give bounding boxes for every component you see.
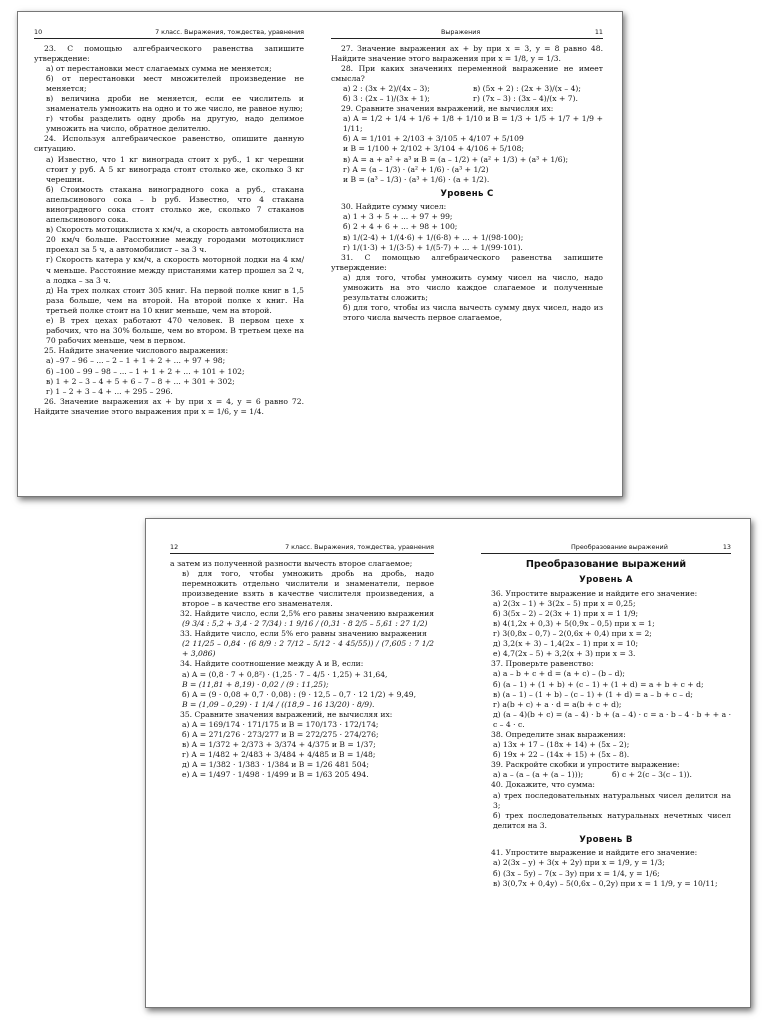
exercise-statement: 40. Докажите, что сумма: bbox=[491, 780, 595, 790]
level-heading: Уровень C bbox=[440, 188, 494, 199]
exercise-item: б) 2 + 4 + 6 + ... + 98 + 100; bbox=[343, 222, 458, 232]
exercise-statement: 31. С помощью алгебраического равенства запишите утверждение: bbox=[331, 252, 603, 272]
page-10 bbox=[34, 28, 304, 496]
exercise-item: в) 4(1,2x + 0,3) + 5(0,9x – 0,5) при x = 1; bbox=[493, 618, 655, 628]
exercise-item: г) (7x – 3) : (3x – 4)/(x + 7). bbox=[473, 93, 578, 103]
exercise-item: д) На трех полках стоит 305 книг. На первой полке книг в 1,5 раза больше, чем на второй. На второй полке x книг. На третьей полке стоит на 10 книг меньше, чем на второй. bbox=[46, 285, 304, 315]
exercise-item: а) a – (a – (a + (a – 1))); bbox=[493, 770, 584, 780]
exercise-item-pair bbox=[331, 84, 603, 94]
exercise-item: в) (5x + 2) : (2x + 3)/(x – 4); bbox=[473, 83, 581, 93]
exercise-statement: 25. Найдите значение числового выражения: bbox=[44, 346, 229, 356]
exercise-item: б) трех последовательных натуральных нечетных чисел делится на 3. bbox=[493, 810, 731, 830]
exercise-item: б) для того, чтобы из числа вычесть сумму двух чисел, надо из этого числа вычесть первое слагаемое, bbox=[343, 303, 603, 323]
exercise-item: г) чтобы разделить одну дробь на другую, надо делимое умножить на число, обратное делителю. bbox=[46, 114, 304, 134]
bottom-spread bbox=[145, 518, 751, 1008]
exercise-item: г) a(b + c) + a · d = a(b + c + d); bbox=[493, 699, 622, 709]
exercise-item-pair bbox=[331, 94, 603, 104]
exercise-item: а) A = 169/174 · 171/175 и B = 170/173 · 172/174; bbox=[182, 720, 379, 730]
exercise-item: а) A = (0,8 · 7 + 0,8²) · (1,25 · 7 – 4/5 · 1,25) + 31,64, bbox=[182, 669, 388, 679]
math-expression: B = (1,09 – 0,29) · 1 1/4 / ((18,9 – 16 13/20) · 8/9). bbox=[182, 699, 375, 709]
page-content bbox=[34, 44, 304, 417]
math-expression: (9 3/4 : 5,2 + 3,4 · 2 7/34) : 1 9/16 / (0,31 · 8 2/5 – 5,61 : 27 1/2) bbox=[182, 619, 428, 629]
top-spread bbox=[17, 11, 623, 497]
level-heading: Уровень B bbox=[579, 834, 633, 845]
exercise-statement: 35. Сравните значения выражений, не вычисляя их: bbox=[180, 709, 393, 719]
exercise-item: б) c + 2(c – 3(c – 1)). bbox=[612, 770, 692, 780]
exercise-item: а) 2(3x – 1) + 3(2x – 5) при x = 0,25; bbox=[493, 598, 636, 608]
exercise-statement: 38. Определите знак выражения: bbox=[491, 730, 626, 739]
exercise-item: б) A = 271/276 · 273/277 и B = 272/275 · 274/276; bbox=[182, 730, 379, 740]
page-number: 13 bbox=[722, 543, 731, 551]
exercise-item-pair bbox=[481, 770, 731, 780]
math-expression: (2 11/25 – 0,84 · (6 8/9 : 2 7/12 – 5/12 · 4 45/55)) / (7,605 : 7 1/2 + 3,086) bbox=[182, 639, 434, 659]
exercise-item: б) Стоимость стакана виноградного сока a руб., стакана апельсинового сока – b руб. Известно, что 4 стакана виноградного сока стоят столько же, сколько 7 стаканов апельсинового сока. bbox=[46, 184, 304, 225]
exercise-item: б) 19x + 22 – (14x + 15) + (5x – 8). bbox=[493, 750, 630, 760]
exercise-item: в) Скорость мотоциклиста x км/ч, а скорость автомобилиста на 20 км/ч больше. Расстояние между городами мотоциклист проехал за 5 ч, а автомобилист – за 3 ч. bbox=[46, 225, 304, 255]
math-expression: B = (11,81 + 8,19) · 0,02 / (9 : 11,25); bbox=[182, 679, 329, 689]
exercise-item: г) 1 – 2 + 3 – 4 + ... + 295 – 296. bbox=[46, 386, 173, 396]
exercise-item: а) a – b + c + d = (a + c) – (b – d); bbox=[493, 669, 625, 679]
header-title: Преобразование выражений bbox=[571, 543, 668, 551]
exercise-item: б) A = (9 · 0,08 + 0,7 · 0,08) : (9 · 12,5 – 0,7 · 12 1/2) + 9,49, bbox=[182, 689, 416, 699]
exercise-item: г) 3(0,8x – 0,7) – 2(0,6x + 0,4) при x = 2; bbox=[493, 629, 652, 639]
header-title: Выражения bbox=[441, 28, 481, 36]
exercise-item: б) A = 1/101 + 2/103 + 3/105 + 4/107 + 5/109 bbox=[343, 134, 524, 144]
exercise-item: е) 4,7(2x – 5) + 3,2(x + 3) при x = 3. bbox=[493, 649, 636, 659]
exercise-item: б) от перестановки мест множителей произведение не меняется; bbox=[46, 73, 304, 93]
header-title: 7 класс. Выражения, тождества, уравнения bbox=[285, 543, 434, 551]
exercise-item: а) A = 1/2 + 1/4 + 1/6 + 1/8 + 1/10 и B = 1/3 + 1/5 + 1/7 + 1/9 + 1/11; bbox=[343, 114, 603, 134]
running-header bbox=[34, 28, 304, 39]
level-heading: Уровень А bbox=[579, 575, 633, 586]
exercise-item: б) (a – 1) + (1 + b) + (c – 1) + (1 + d) = a + b + c + d; bbox=[493, 679, 704, 689]
exercise-statement: 23. С помощью алгебраического равенства запишите утверждение: bbox=[34, 43, 304, 63]
exercise-item: а) 13x + 17 – (18x + 14) + (5x – 2); bbox=[493, 740, 630, 750]
exercise-item: г) A = (a – 1/3) · (a² + 1/6) · (a³ + 1/2) bbox=[343, 164, 489, 174]
exercise-statement: 24. Используя алгебраическое равенство, опишите данную ситуацию. bbox=[34, 134, 304, 154]
page-content bbox=[481, 559, 731, 889]
page-number: 10 bbox=[34, 28, 43, 36]
exercise-item: в) для того, чтобы умножить дробь на дробь, надо перемножить отдельно числители и знаменатели, первое произведение взять в качестве числителя произведения, а второе – в качестве его знаменателя. bbox=[182, 568, 434, 608]
page-13 bbox=[481, 543, 731, 1007]
exercise-item: б) –100 – 99 – 98 – ... – 1 + 1 + 2 + ... + 101 + 102; bbox=[46, 366, 245, 376]
exercise-statement: 29. Сравните значения выражений, не вычисляя их: bbox=[341, 104, 554, 114]
exercise-item: б) 3 : (2x – 1)/(3x + 1); bbox=[343, 93, 430, 103]
exercise-statement: 33. Найдите число, если 5% его равны значению выражения bbox=[180, 629, 427, 639]
running-header bbox=[481, 543, 731, 554]
page-content bbox=[170, 559, 434, 781]
exercise-statement: 36. Упростите выражение и найдите его значение: bbox=[491, 588, 698, 598]
exercise-item: в) 3(0,7x + 0,4y) – 5(0,6x – 0,2y) при x = 1 1/9, y = 10/11; bbox=[493, 878, 718, 888]
exercise-item: и B = (a³ – 1/3) · (a³ + 1/6) · (a + 1/2). bbox=[343, 174, 490, 184]
page-content bbox=[331, 44, 603, 324]
section-title: Преобразование выражений bbox=[525, 558, 687, 570]
exercise-item: г) 1/(1·3) + 1/(3·5) + 1/(5·7) + ... + 1/(99·101). bbox=[343, 242, 523, 252]
page-11 bbox=[331, 28, 603, 496]
exercise-statement: 39. Раскройте скобки и упростите выражение: bbox=[491, 760, 680, 770]
exercise-item: а) трех последовательных натуральных чисел делится на 3; bbox=[493, 790, 731, 810]
exercise-statement: 41. Упростите выражение и найдите его значение: bbox=[491, 848, 698, 858]
exercise-item: в) 1 + 2 – 3 – 4 + 5 + 6 – 7 – 8 + ... + 301 + 302; bbox=[46, 376, 235, 386]
exercise-item: г) Скорость катера y км/ч, а скорость моторной лодки на 4 км/ч меньше. Расстояние между пристанями катер прошел за 2 ч, а лодка – за 3 ч. bbox=[46, 255, 304, 285]
continued-text: а затем из полученной разности вычесть второе слагаемое; bbox=[170, 558, 413, 568]
page-number: 11 bbox=[594, 28, 603, 36]
exercise-item: д) 3,2(x + 3) – 1,4(2x – 1) при x = 10; bbox=[493, 639, 639, 649]
exercise-statement: 30. Найдите сумму чисел: bbox=[341, 202, 447, 212]
exercise-item: в) A = a + a² + a³ и B = (a – 1/2) + (a² + 1/3) + (a³ + 1/6); bbox=[343, 154, 569, 164]
exercise-item: б) (3x – 5y) – 7(x – 3y) при x = 1/4, y = 1/6; bbox=[493, 868, 660, 878]
exercise-item: а) Известно, что 1 кг винограда стоит x руб., 1 кг черешни стоит y руб. А 5 кг винограда стоят столько же, сколько 3 кг черешни. bbox=[46, 154, 304, 184]
exercise-item: е) A = 1/497 · 1/498 · 1/499 и B = 1/63 205 494. bbox=[182, 770, 369, 780]
exercise-item: в) (a – 1) – (1 + b) – (c – 1) + (1 + d) = a – b + c – d; bbox=[493, 689, 693, 699]
exercise-statement: 34. Найдите соотношение между A и B, если: bbox=[180, 659, 364, 669]
exercise-item: в) 1/(2·4) + 1/(4·6) + 1/(6·8) + ... + 1/(98·100); bbox=[343, 232, 524, 242]
exercise-statement: 32. Найдите число, если 2,5% его равны значению выражения bbox=[180, 608, 434, 618]
exercise-item: а) –97 – 96 – ... – 2 – 1 + 1 + 2 + ... + 97 + 98; bbox=[46, 356, 226, 366]
exercise-item: е) В трех цехах работают 470 человек. В первом цехе x рабочих, что на 30% больше, чем во втором. В третьем цехе на 70 рабочих меньше, чем в первом. bbox=[46, 316, 304, 346]
exercise-item: и B = 1/100 + 2/102 + 3/104 + 4/106 + 5/108; bbox=[343, 144, 524, 154]
page-number: 12 bbox=[170, 543, 179, 551]
exercise-item: а) 1 + 3 + 5 + ... + 97 + 99; bbox=[343, 212, 453, 222]
running-header bbox=[170, 543, 434, 554]
exercise-statement: 37. Проверьте равенство: bbox=[491, 659, 594, 669]
exercise-item: д) A = 1/382 · 1/383 · 1/384 и B = 1/26 481 504; bbox=[182, 760, 369, 770]
exercise-item: г) A = 1/482 + 2/483 + 3/484 + 4/485 и B = 1/48; bbox=[182, 750, 376, 760]
exercise-statement: 26. Значение выражения ax + by при x = 4, y = 6 равно 72. Найдите значение этого выражения при x = 1/6, y = 1/4. bbox=[34, 396, 304, 416]
exercise-statement: 27. Значение выражения ax + by при x = 3, y = 8 равно 48. Найдите значение этого выражения при x = 1/8, y = 1/3. bbox=[331, 43, 603, 63]
exercise-item: а) для того, чтобы умножить сумму чисел на число, надо умножить на это число каждое слагаемое и полученные результаты сложить; bbox=[343, 272, 603, 303]
page-12 bbox=[170, 543, 434, 1007]
exercise-item: б) 3(5x – 2) – 2(3x + 1) при x = 1 1/9; bbox=[493, 608, 639, 618]
exercise-item: а) от перестановки мест слагаемых сумма не меняется; bbox=[46, 63, 272, 73]
exercise-statement: 28. При каких значениях переменной выражение не имеет смысла? bbox=[331, 63, 603, 83]
exercise-item: в) величина дроби не меняется, если ее числитель и знаменатель умножить на одно и то же число, не равное нулю; bbox=[46, 93, 304, 114]
exercise-item: в) A = 1/372 + 2/373 + 3/374 + 4/375 и B = 1/37; bbox=[182, 740, 376, 750]
running-header bbox=[331, 28, 603, 39]
header-title: 7 класс. Выражения, тождества, уравнения bbox=[155, 28, 304, 36]
exercise-item: а) 2 : (3x + 2)/(4x – 3); bbox=[343, 83, 430, 93]
exercise-item: а) 2(3x – y) + 3(x + 2y) при x = 1/9, y = 1/3; bbox=[493, 858, 665, 868]
exercise-item: д) (a – 4)(b + c) = (a – 4) · b + (a – 4) · c = a · b – 4 · b + + a · c – 4 · c. bbox=[493, 709, 731, 729]
